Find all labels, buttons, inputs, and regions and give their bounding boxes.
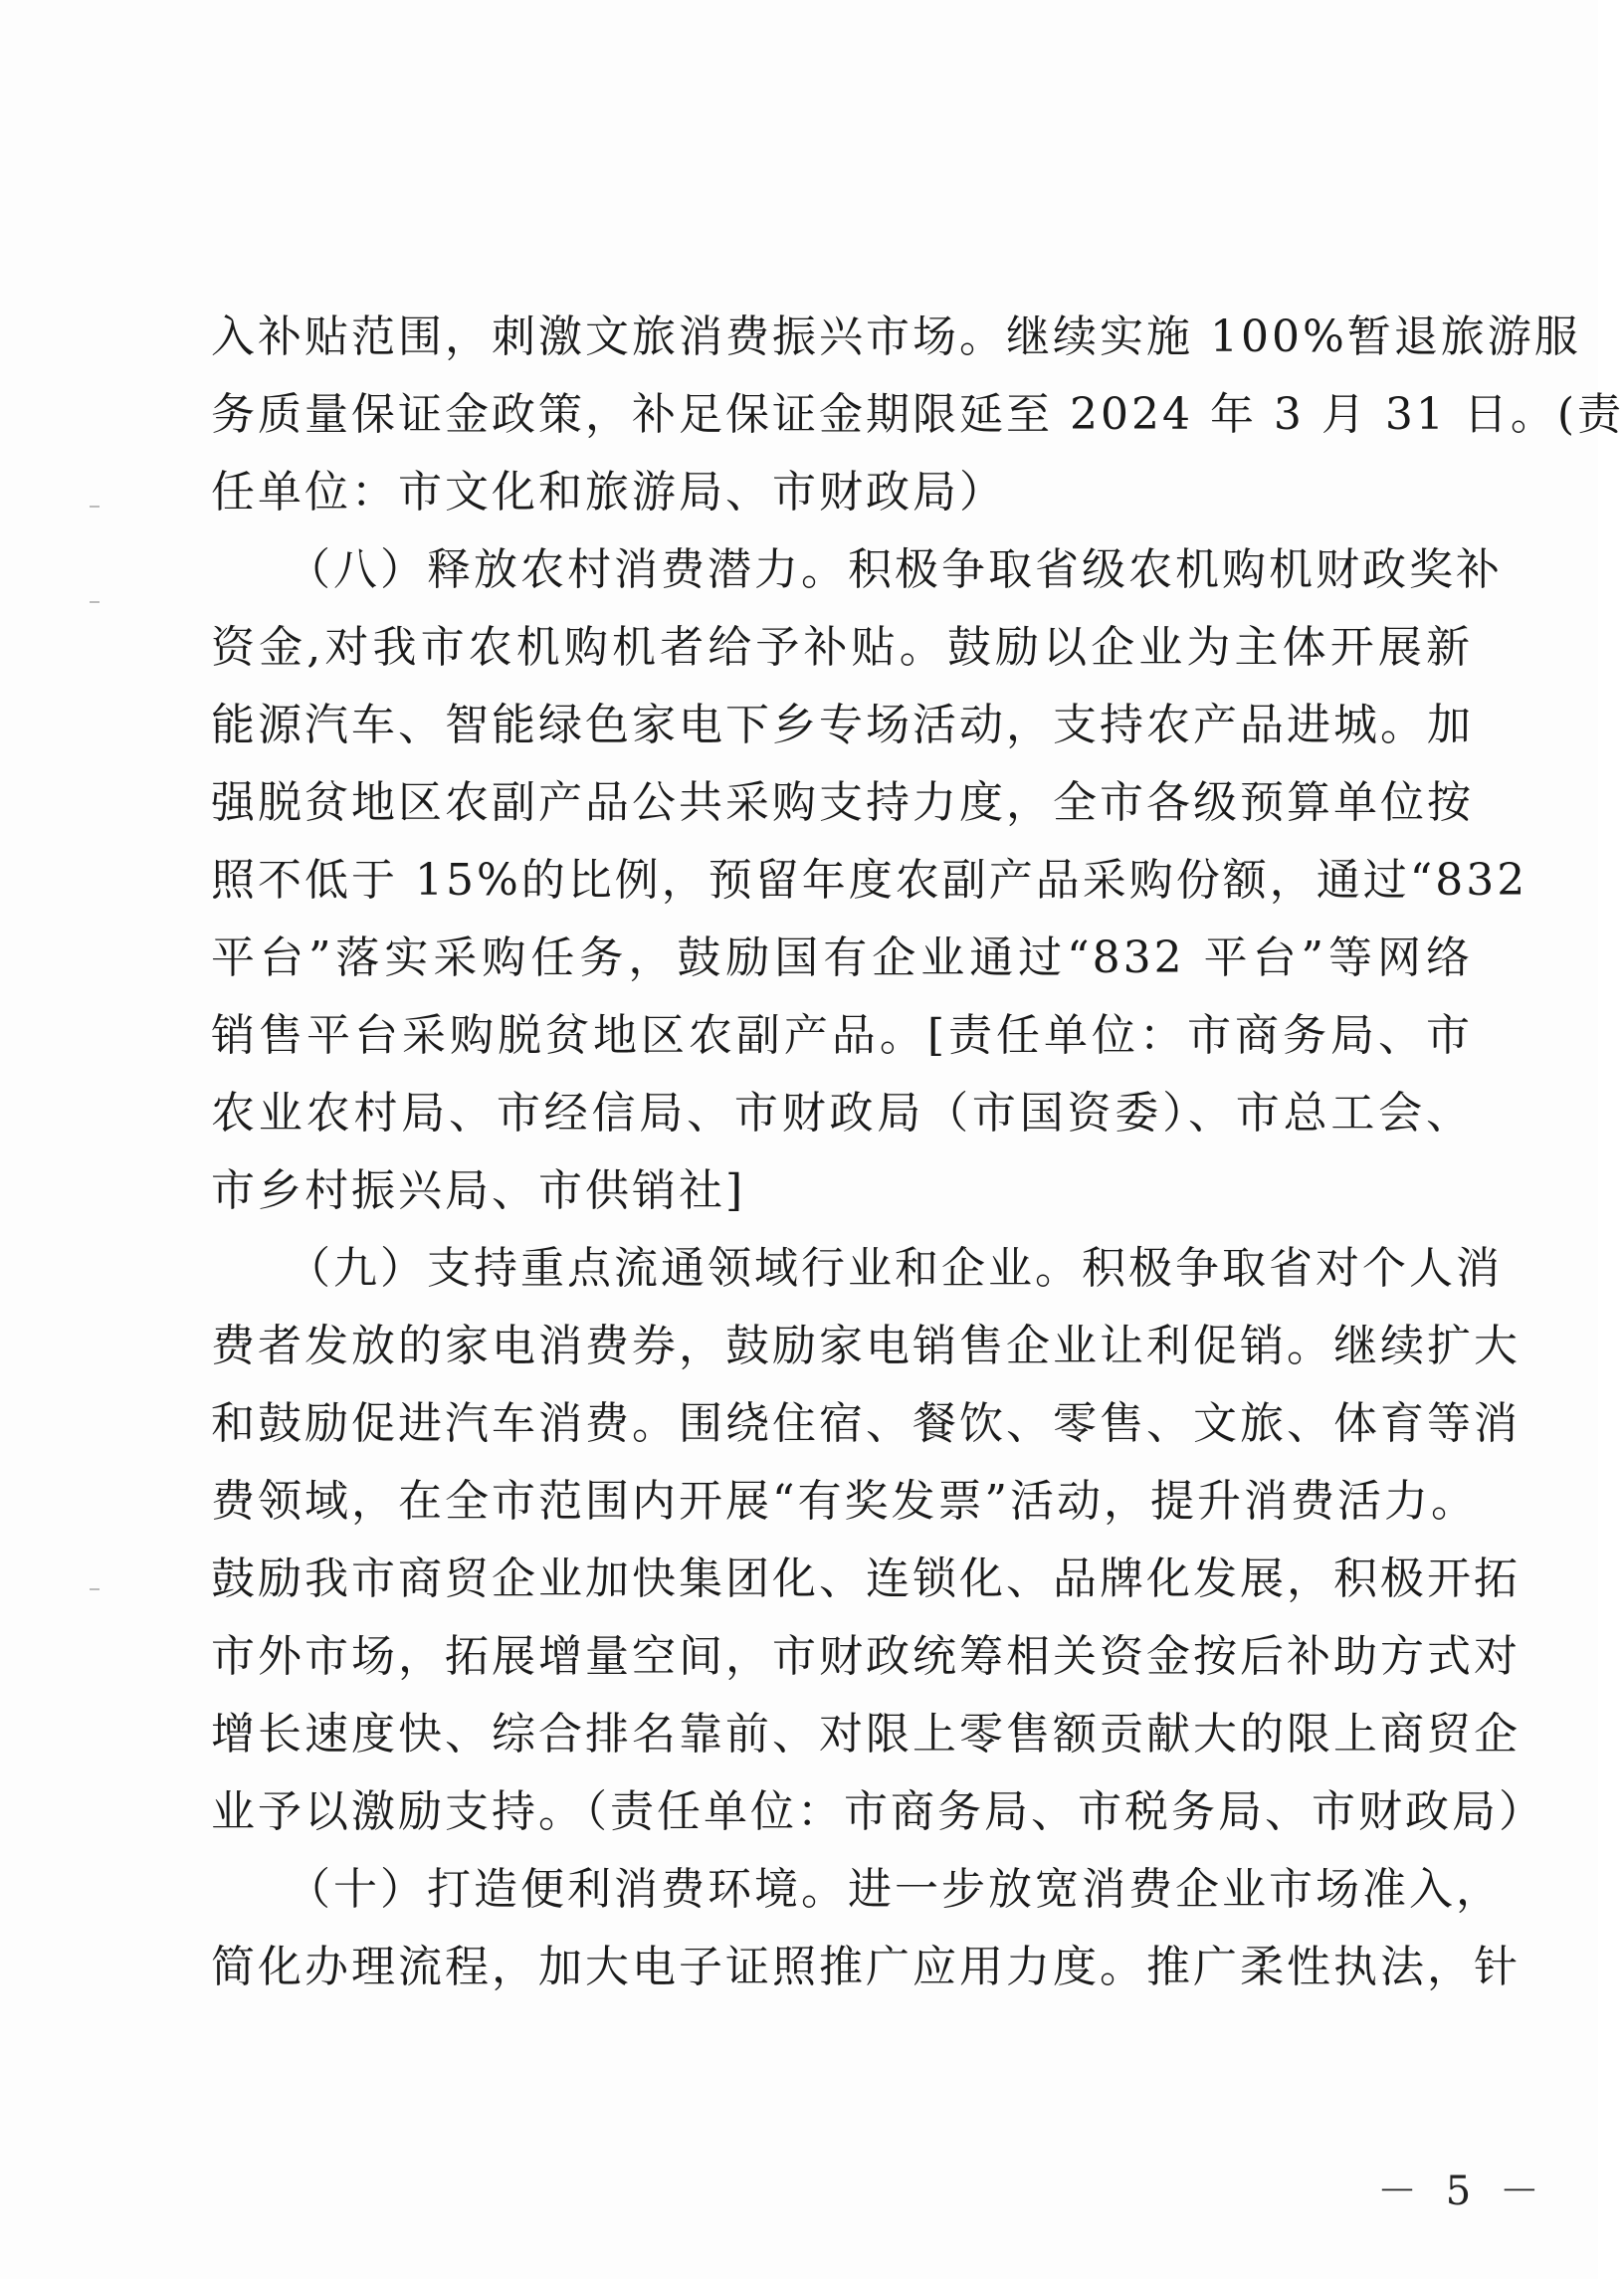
text-line: 业予以激励支持。（责任单位：市商务局、市税务局、市财政局） [211,1786,1545,1837]
text-line: 务质量保证金政策，补足保证金期限延至 2024 年 3 月 31 日。(责 [211,389,1624,440]
text-line: 入补贴范围，刺激文旅消费振兴市场。继续实施 100%暂退旅游服 [211,311,1581,362]
text-line: （八）释放农村消费潜力。积极争取省级农机购机财政奖补 [287,544,1503,595]
margin-mark [90,1588,100,1590]
text-line: 鼓励我市商贸企业加快集团化、连锁化、品牌化发展，积极开拓 [211,1554,1521,1604]
text-line: 简化办理流程，加大电子证照推广应用力度。推广柔性执法，针 [211,1942,1521,1992]
text-line: 资金,对我市农机购机者给予补贴。鼓励以企业为主体开展新 [211,622,1473,673]
text-line: 和鼓励促进汽车消费。围绕住宿、餐饮、零售、文旅、体育等消 [211,1398,1521,1449]
text-line: 照不低于 15%的比例，预留年度农副产品采购份额，通过“832 [211,855,1528,906]
text-line: 能源汽车、智能绿色家电下乡专场活动，支持农产品进城。加 [211,700,1474,750]
text-line: 平台”落实采购任务，鼓励国有企业通过“832 平台”等网络 [211,932,1473,983]
text-line: （十）打造便利消费环境。进一步放宽消费企业市场准入， [287,1864,1503,1915]
text-line: 费者发放的家电消费券，鼓励家电销售企业让利促销。继续扩大 [211,1321,1521,1371]
text-line: 市外市场，拓展增量空间，市财政统筹相关资金按后补助方式对 [211,1631,1521,1682]
text-line: 农业农村局、市经信局、市财政局（市国资委）、市总工会、 [211,1088,1473,1139]
text-line: 费领域，在全市范围内开展“有奖发票”活动，提升消费活力。 [211,1476,1478,1527]
body-text [211,299,1624,2006]
page-number: － 5 － [1377,2169,1547,2214]
margin-mark [90,601,100,603]
text-line: 强脱贫地区农副产品公共采购支持力度，全市各级预算单位按 [211,777,1474,828]
text-line: 任单位：市文化和旅游局、市财政局） [211,467,1006,518]
text-line: （九）支持重点流通领域行业和企业。积极争取省对个人消 [287,1243,1503,1294]
margin-mark [90,506,100,508]
text-line: 市乡村振兴局、市供销社] [211,1165,746,1216]
text-line: 增长速度快、综合排名靠前、对限上零售额贡献大的限上商贸企 [211,1709,1521,1760]
text-line: 销售平台采购脱贫地区农副产品。[责任单位：市商务局、市 [211,1010,1473,1061]
